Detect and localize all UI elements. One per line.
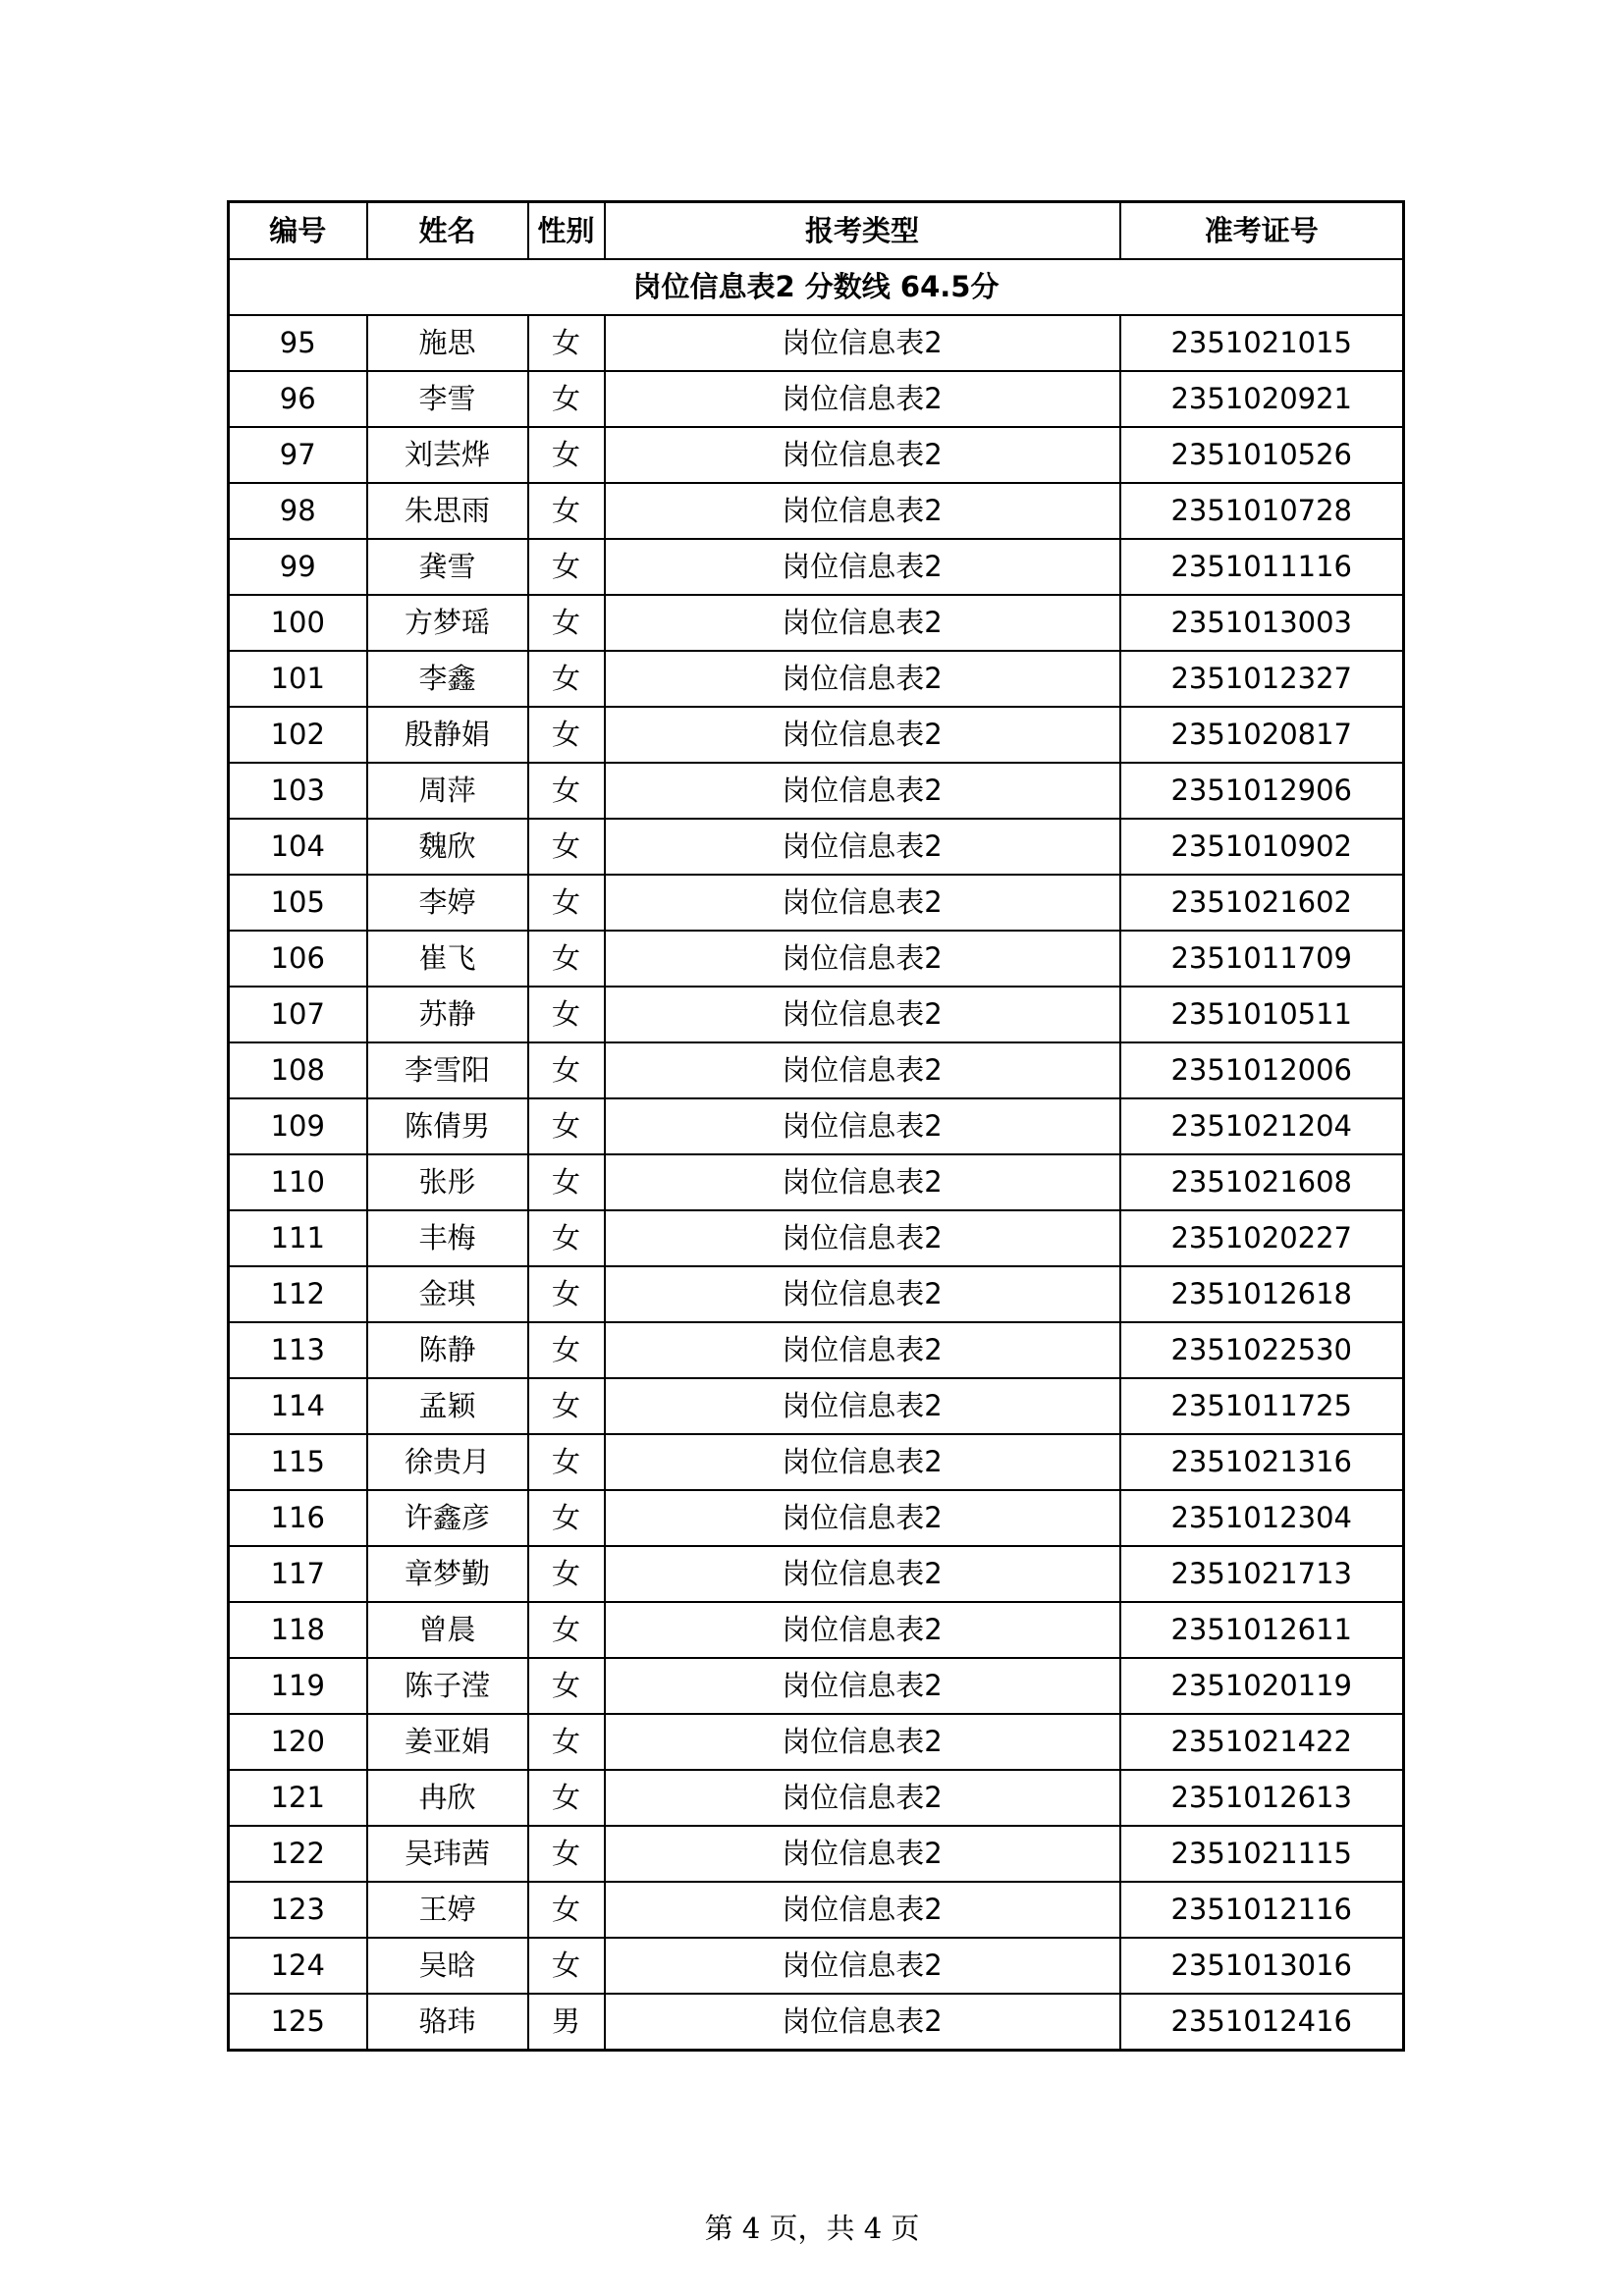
cell-gender: 男 bbox=[528, 1994, 605, 2051]
cell-number: 124 bbox=[229, 1938, 367, 1994]
cell-name: 魏欣 bbox=[367, 819, 528, 875]
table-row bbox=[229, 1546, 1404, 1602]
cell-gender: 女 bbox=[528, 1210, 605, 1266]
cell-exam-type: 岗位信息表2 bbox=[605, 987, 1120, 1042]
cell-number: 115 bbox=[229, 1434, 367, 1490]
cell-exam-type: 岗位信息表2 bbox=[605, 1658, 1120, 1714]
cell-exam-type: 岗位信息表2 bbox=[605, 1266, 1120, 1322]
cell-gender: 女 bbox=[528, 483, 605, 539]
cell-admission-number: 2351020921 bbox=[1120, 371, 1404, 427]
table-row bbox=[229, 707, 1404, 763]
cell-admission-number: 2351012906 bbox=[1120, 763, 1404, 819]
cell-admission-number: 2351011116 bbox=[1120, 539, 1404, 595]
cell-admission-number: 2351020119 bbox=[1120, 1658, 1404, 1714]
table-row bbox=[229, 1602, 1404, 1658]
cell-name: 陈倩男 bbox=[367, 1098, 528, 1154]
cell-admission-number: 2351012006 bbox=[1120, 1042, 1404, 1098]
cell-number: 101 bbox=[229, 651, 367, 707]
cell-exam-type: 岗位信息表2 bbox=[605, 651, 1120, 707]
cell-gender: 女 bbox=[528, 1434, 605, 1490]
cell-exam-type: 岗位信息表2 bbox=[605, 539, 1120, 595]
cell-name: 骆玮 bbox=[367, 1994, 528, 2051]
cell-gender: 女 bbox=[528, 315, 605, 371]
cell-number: 96 bbox=[229, 371, 367, 427]
cell-admission-number: 2351012611 bbox=[1120, 1602, 1404, 1658]
table-row bbox=[229, 371, 1404, 427]
cell-exam-type: 岗位信息表2 bbox=[605, 1994, 1120, 2051]
cell-number: 117 bbox=[229, 1546, 367, 1602]
cell-name: 刘芸烨 bbox=[367, 427, 528, 483]
cell-number: 106 bbox=[229, 931, 367, 987]
cell-name: 冉欣 bbox=[367, 1770, 528, 1826]
cell-exam-type: 岗位信息表2 bbox=[605, 1098, 1120, 1154]
table-row bbox=[229, 595, 1404, 651]
header-name: 姓名 bbox=[367, 202, 528, 260]
cell-number: 122 bbox=[229, 1826, 367, 1882]
header-gender: 性别 bbox=[528, 202, 605, 260]
cell-number: 120 bbox=[229, 1714, 367, 1770]
cell-admission-number: 2351020817 bbox=[1120, 707, 1404, 763]
cell-gender: 女 bbox=[528, 371, 605, 427]
cell-exam-type: 岗位信息表2 bbox=[605, 1434, 1120, 1490]
cell-admission-number: 2351021608 bbox=[1120, 1154, 1404, 1210]
cell-name: 龚雪 bbox=[367, 539, 528, 595]
table-row bbox=[229, 1994, 1404, 2051]
cell-exam-type: 岗位信息表2 bbox=[605, 1490, 1120, 1546]
cell-gender: 女 bbox=[528, 539, 605, 595]
cell-exam-type: 岗位信息表2 bbox=[605, 1322, 1120, 1378]
cell-number: 107 bbox=[229, 987, 367, 1042]
cell-admission-number: 2351012613 bbox=[1120, 1770, 1404, 1826]
cell-number: 112 bbox=[229, 1266, 367, 1322]
cell-number: 111 bbox=[229, 1210, 367, 1266]
cell-exam-type: 岗位信息表2 bbox=[605, 483, 1120, 539]
cell-name: 施思 bbox=[367, 315, 528, 371]
cell-number: 98 bbox=[229, 483, 367, 539]
cell-exam-type: 岗位信息表2 bbox=[605, 427, 1120, 483]
cell-gender: 女 bbox=[528, 1546, 605, 1602]
cell-number: 119 bbox=[229, 1658, 367, 1714]
cell-name: 孟颖 bbox=[367, 1378, 528, 1434]
cell-admission-number: 2351022530 bbox=[1120, 1322, 1404, 1378]
cell-admission-number: 2351021602 bbox=[1120, 875, 1404, 931]
cell-name: 苏静 bbox=[367, 987, 528, 1042]
table-row bbox=[229, 819, 1404, 875]
cell-name: 方梦瑶 bbox=[367, 595, 528, 651]
header-row bbox=[229, 202, 1404, 260]
table-row bbox=[229, 931, 1404, 987]
cell-name: 徐贵月 bbox=[367, 1434, 528, 1490]
header-admission-number: 准考证号 bbox=[1120, 202, 1404, 260]
cell-gender: 女 bbox=[528, 931, 605, 987]
page-footer: 第 4 页，共 4 页 bbox=[704, 2212, 920, 2245]
table-row bbox=[229, 1882, 1404, 1938]
cell-name: 许鑫彦 bbox=[367, 1490, 528, 1546]
cell-exam-type: 岗位信息表2 bbox=[605, 931, 1120, 987]
cell-gender: 女 bbox=[528, 427, 605, 483]
cell-admission-number: 2351010526 bbox=[1120, 427, 1404, 483]
cell-number: 103 bbox=[229, 763, 367, 819]
table-row bbox=[229, 651, 1404, 707]
cell-gender: 女 bbox=[528, 1602, 605, 1658]
cell-admission-number: 2351021316 bbox=[1120, 1434, 1404, 1490]
cell-gender: 女 bbox=[528, 763, 605, 819]
cell-number: 102 bbox=[229, 707, 367, 763]
cell-exam-type: 岗位信息表2 bbox=[605, 595, 1120, 651]
table-row bbox=[229, 1154, 1404, 1210]
cell-gender: 女 bbox=[528, 875, 605, 931]
cell-gender: 女 bbox=[528, 1490, 605, 1546]
cell-gender: 女 bbox=[528, 1322, 605, 1378]
cell-name: 吴晗 bbox=[367, 1938, 528, 1994]
table-row bbox=[229, 1826, 1404, 1882]
cell-gender: 女 bbox=[528, 1826, 605, 1882]
cell-number: 108 bbox=[229, 1042, 367, 1098]
table-row bbox=[229, 483, 1404, 539]
cell-admission-number: 2351021204 bbox=[1120, 1098, 1404, 1154]
cell-number: 121 bbox=[229, 1770, 367, 1826]
cell-gender: 女 bbox=[528, 1378, 605, 1434]
candidate-table bbox=[227, 200, 1405, 2052]
cell-exam-type: 岗位信息表2 bbox=[605, 763, 1120, 819]
table-row bbox=[229, 763, 1404, 819]
cell-admission-number: 2351012618 bbox=[1120, 1266, 1404, 1322]
cell-admission-number: 2351010511 bbox=[1120, 987, 1404, 1042]
cell-name: 章梦勤 bbox=[367, 1546, 528, 1602]
cell-exam-type: 岗位信息表2 bbox=[605, 1826, 1120, 1882]
cell-name: 李鑫 bbox=[367, 651, 528, 707]
cell-number: 110 bbox=[229, 1154, 367, 1210]
cell-exam-type: 岗位信息表2 bbox=[605, 1602, 1120, 1658]
cell-admission-number: 2351012304 bbox=[1120, 1490, 1404, 1546]
table-row bbox=[229, 1266, 1404, 1322]
cell-name: 李婷 bbox=[367, 875, 528, 931]
table-row bbox=[229, 1210, 1404, 1266]
cell-exam-type: 岗位信息表2 bbox=[605, 875, 1120, 931]
cell-exam-type: 岗位信息表2 bbox=[605, 1546, 1120, 1602]
cell-admission-number: 2351012327 bbox=[1120, 651, 1404, 707]
cell-admission-number: 2351010902 bbox=[1120, 819, 1404, 875]
cell-admission-number: 2351010728 bbox=[1120, 483, 1404, 539]
cell-exam-type: 岗位信息表2 bbox=[605, 1938, 1120, 1994]
cell-name: 殷静娟 bbox=[367, 707, 528, 763]
cell-number: 105 bbox=[229, 875, 367, 931]
cell-name: 王婷 bbox=[367, 1882, 528, 1938]
cell-name: 朱思雨 bbox=[367, 483, 528, 539]
table-row bbox=[229, 315, 1404, 371]
cell-admission-number: 2351021422 bbox=[1120, 1714, 1404, 1770]
table-row bbox=[229, 875, 1404, 931]
table-row bbox=[229, 1322, 1404, 1378]
cell-exam-type: 岗位信息表2 bbox=[605, 819, 1120, 875]
cell-name: 曾晨 bbox=[367, 1602, 528, 1658]
table-row bbox=[229, 1714, 1404, 1770]
cell-gender: 女 bbox=[528, 595, 605, 651]
table-row bbox=[229, 987, 1404, 1042]
cell-gender: 女 bbox=[528, 1658, 605, 1714]
header-number: 编号 bbox=[229, 202, 367, 260]
cell-admission-number: 2351021115 bbox=[1120, 1826, 1404, 1882]
cell-number: 116 bbox=[229, 1490, 367, 1546]
cell-name: 丰梅 bbox=[367, 1210, 528, 1266]
cell-name: 李雪 bbox=[367, 371, 528, 427]
cell-name: 陈静 bbox=[367, 1322, 528, 1378]
cell-number: 99 bbox=[229, 539, 367, 595]
table-row bbox=[229, 1098, 1404, 1154]
cell-admission-number: 2351011709 bbox=[1120, 931, 1404, 987]
cell-exam-type: 岗位信息表2 bbox=[605, 707, 1120, 763]
cell-gender: 女 bbox=[528, 707, 605, 763]
cell-exam-type: 岗位信息表2 bbox=[605, 1042, 1120, 1098]
table-body bbox=[229, 259, 1404, 2051]
cell-name: 张彤 bbox=[367, 1154, 528, 1210]
cell-admission-number: 2351021713 bbox=[1120, 1546, 1404, 1602]
cell-admission-number: 2351012416 bbox=[1120, 1994, 1404, 2051]
cell-admission-number: 2351021015 bbox=[1120, 315, 1404, 371]
cell-number: 97 bbox=[229, 427, 367, 483]
cell-number: 104 bbox=[229, 819, 367, 875]
cell-gender: 女 bbox=[528, 987, 605, 1042]
cell-admission-number: 2351013003 bbox=[1120, 595, 1404, 651]
cell-name: 陈子滢 bbox=[367, 1658, 528, 1714]
section-row bbox=[229, 259, 1404, 315]
table-row bbox=[229, 1658, 1404, 1714]
cell-name: 姜亚娟 bbox=[367, 1714, 528, 1770]
cell-admission-number: 2351013016 bbox=[1120, 1938, 1404, 1994]
cell-gender: 女 bbox=[528, 1938, 605, 1994]
cell-number: 113 bbox=[229, 1322, 367, 1378]
cell-name: 李雪阳 bbox=[367, 1042, 528, 1098]
cell-exam-type: 岗位信息表2 bbox=[605, 1714, 1120, 1770]
table-row bbox=[229, 1378, 1404, 1434]
cell-exam-type: 岗位信息表2 bbox=[605, 315, 1120, 371]
cell-number: 123 bbox=[229, 1882, 367, 1938]
table-row bbox=[229, 1938, 1404, 1994]
table-row bbox=[229, 1490, 1404, 1546]
cell-admission-number: 2351012116 bbox=[1120, 1882, 1404, 1938]
cell-exam-type: 岗位信息表2 bbox=[605, 371, 1120, 427]
cell-exam-type: 岗位信息表2 bbox=[605, 1378, 1120, 1434]
table-row bbox=[229, 427, 1404, 483]
cell-gender: 女 bbox=[528, 1154, 605, 1210]
cell-exam-type: 岗位信息表2 bbox=[605, 1210, 1120, 1266]
cell-admission-number: 2351011725 bbox=[1120, 1378, 1404, 1434]
table-row bbox=[229, 1042, 1404, 1098]
cell-number: 118 bbox=[229, 1602, 367, 1658]
cell-name: 金琪 bbox=[367, 1266, 528, 1322]
cell-number: 125 bbox=[229, 1994, 367, 2051]
cell-admission-number: 2351020227 bbox=[1120, 1210, 1404, 1266]
cell-gender: 女 bbox=[528, 1714, 605, 1770]
cell-number: 109 bbox=[229, 1098, 367, 1154]
cell-gender: 女 bbox=[528, 1098, 605, 1154]
cell-name: 吴玮茜 bbox=[367, 1826, 528, 1882]
cell-number: 114 bbox=[229, 1378, 367, 1434]
table-row bbox=[229, 1770, 1404, 1826]
cell-exam-type: 岗位信息表2 bbox=[605, 1882, 1120, 1938]
section-title: 岗位信息表2 分数线 64.5分 bbox=[229, 259, 1404, 315]
cell-gender: 女 bbox=[528, 1042, 605, 1098]
table-row bbox=[229, 1434, 1404, 1490]
cell-number: 95 bbox=[229, 315, 367, 371]
cell-name: 周萍 bbox=[367, 763, 528, 819]
cell-gender: 女 bbox=[528, 1266, 605, 1322]
cell-exam-type: 岗位信息表2 bbox=[605, 1770, 1120, 1826]
cell-gender: 女 bbox=[528, 1770, 605, 1826]
cell-name: 崔飞 bbox=[367, 931, 528, 987]
cell-exam-type: 岗位信息表2 bbox=[605, 1154, 1120, 1210]
header-exam-type: 报考类型 bbox=[605, 202, 1120, 260]
cell-gender: 女 bbox=[528, 1882, 605, 1938]
cell-gender: 女 bbox=[528, 819, 605, 875]
cell-gender: 女 bbox=[528, 651, 605, 707]
cell-number: 100 bbox=[229, 595, 367, 651]
table-row bbox=[229, 539, 1404, 595]
